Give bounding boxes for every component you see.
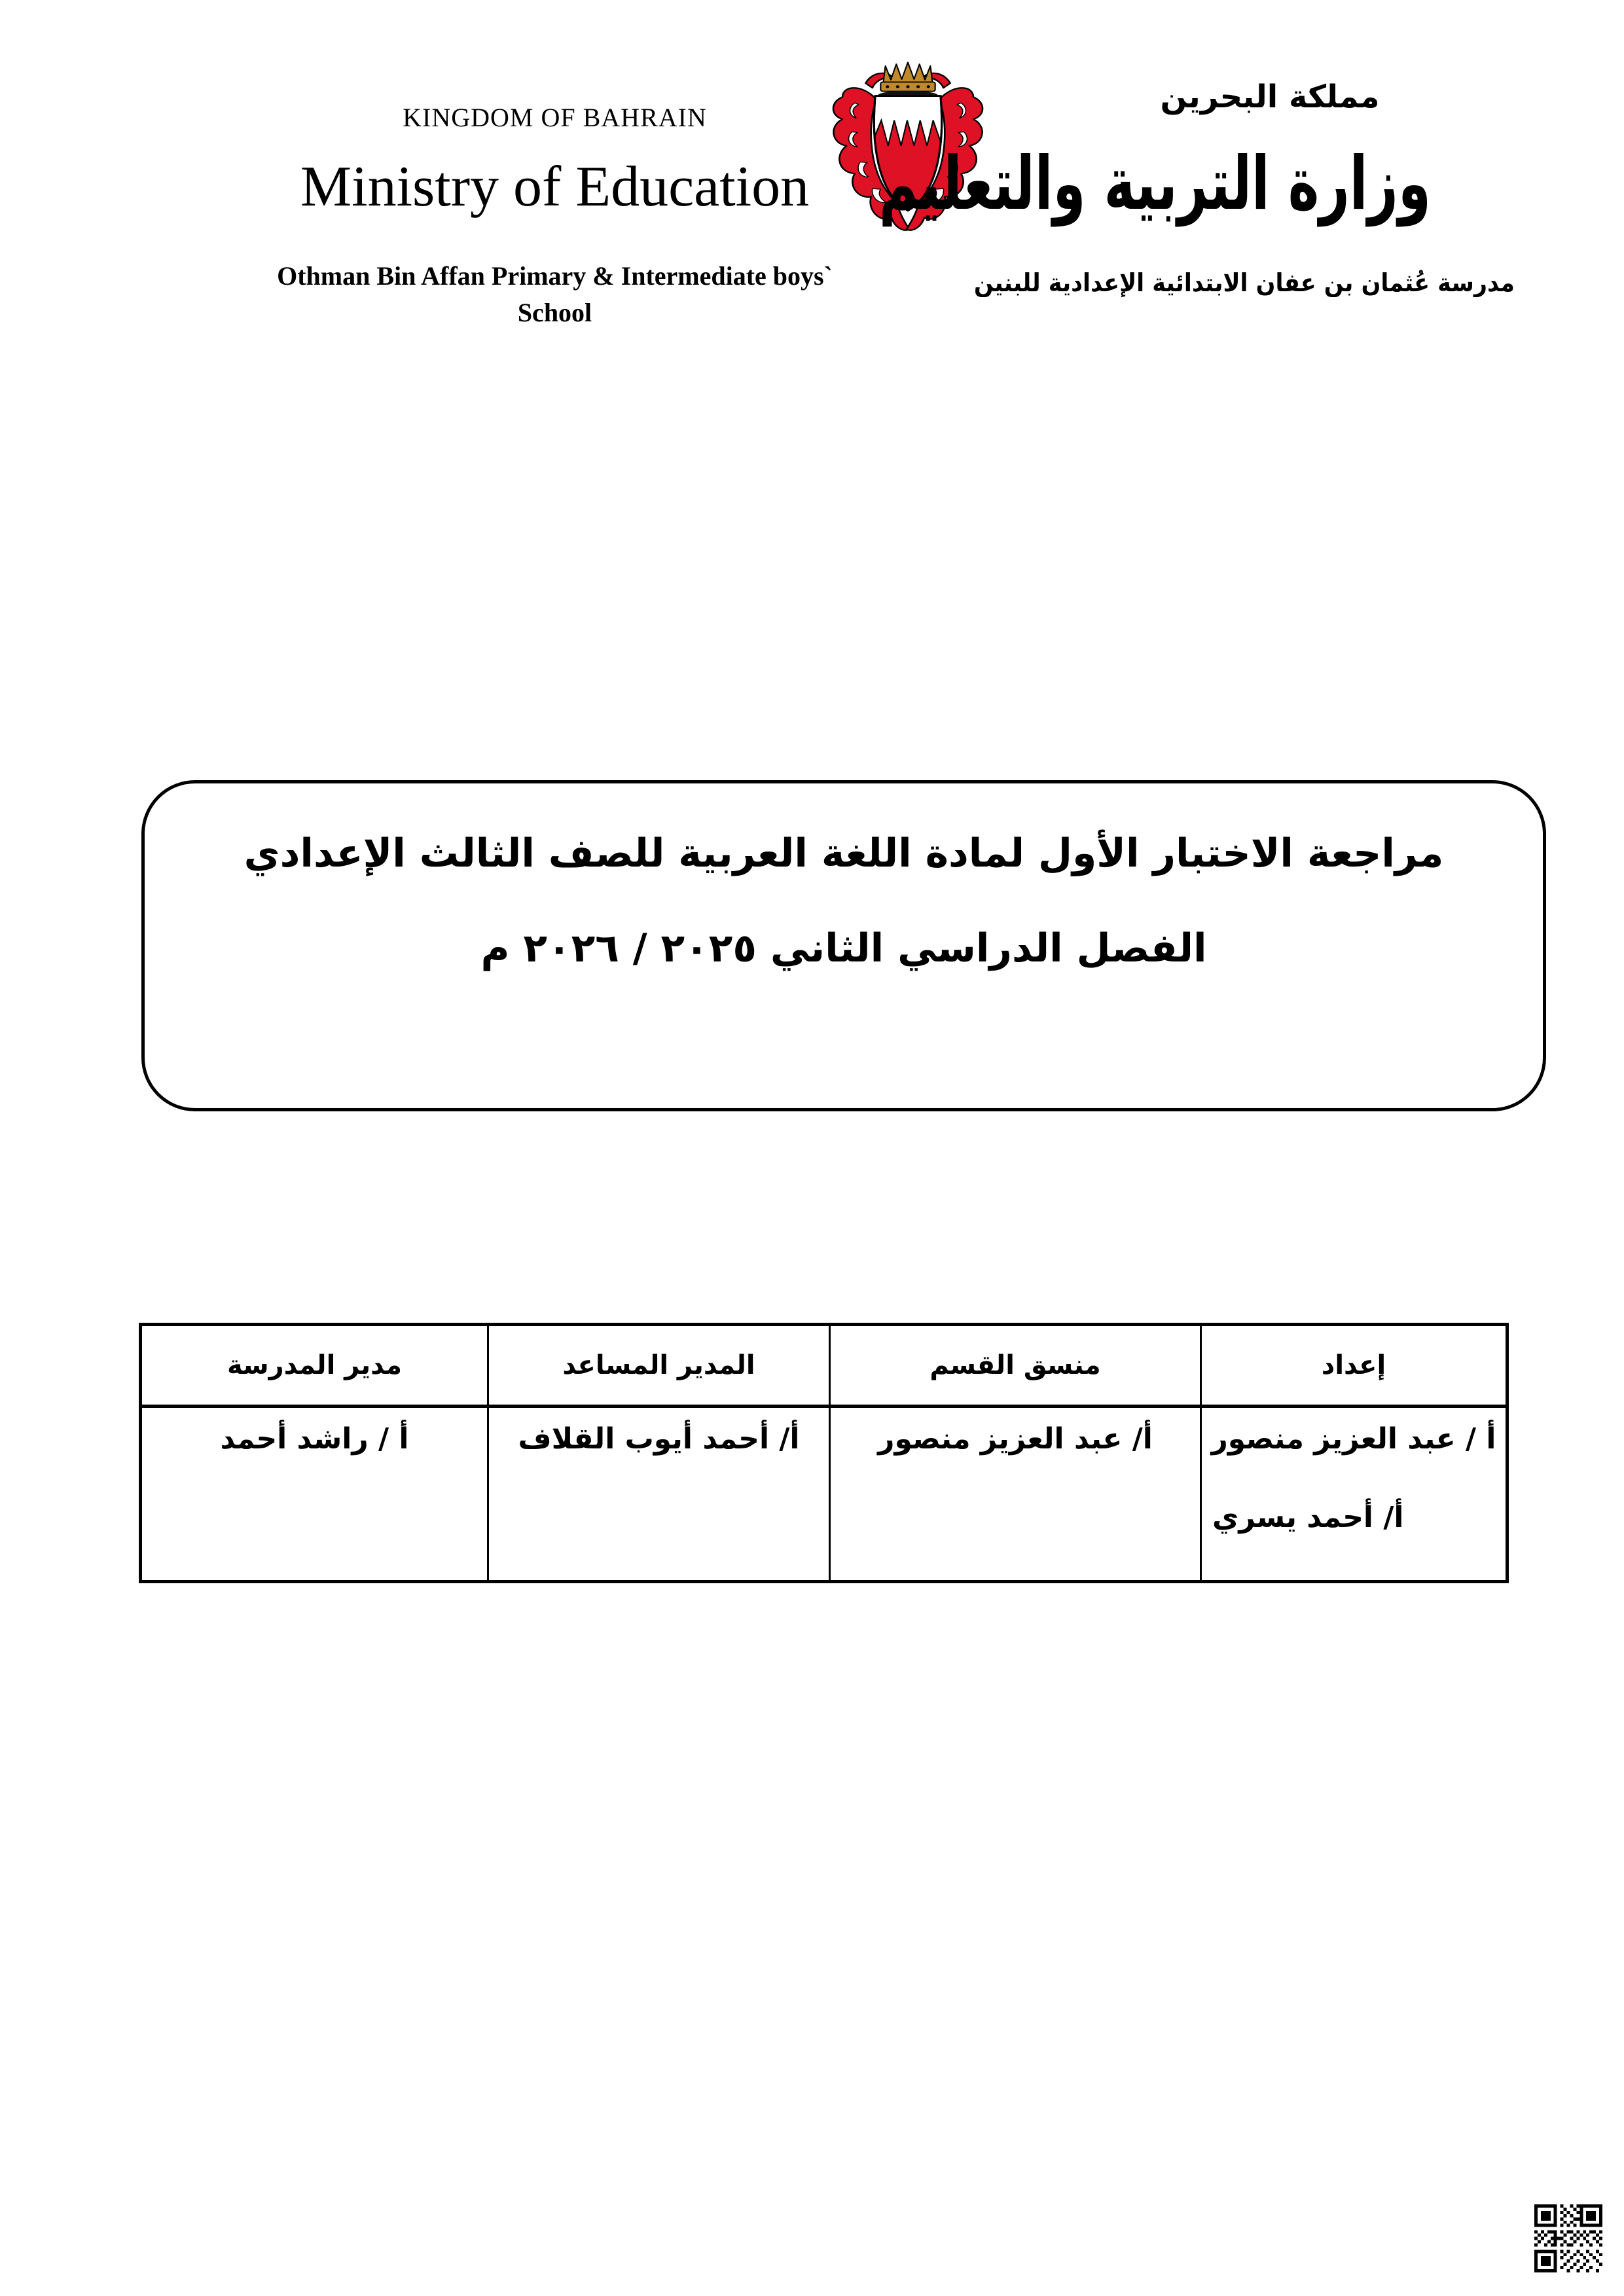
department-coordinator-name: أ/ عبد العزيز منصور [878,1422,1153,1456]
exam-title-line2: الفصل الدراسي الثاني ٢٠٢٥ / ٢٠٢٦ م [480,925,1207,971]
staff-table-names-row [141,1407,1507,1582]
ministry-of-education-label: Ministry of Education [300,155,810,219]
staff-table-header-row [141,1325,1507,1407]
preparer-name-1: أ / عبد العزيز منصور [1211,1422,1496,1456]
preparer-name-2: أ/ أحمد يسري [1212,1501,1404,1534]
column-header-preparation: إعداد [1201,1325,1507,1407]
qr-code [1534,2204,1602,2272]
kingdom-of-bahrain-label: KINGDOM OF BAHRAIN [403,103,707,132]
ministry-of-education-arabic [879,128,1538,240]
assistant-principal-name: أ/ أحمد أيوب القلاف [518,1422,800,1456]
cell-school-principal [141,1407,488,1582]
ministry-arabic-calligraphy: وزارة التربية والتعليم [879,141,1432,226]
column-header-department-coordinator: منسق القسم [830,1325,1201,1407]
column-header-assistant-principal: المدير المساعد [488,1325,830,1407]
staff-table [139,1323,1509,1583]
school-principal-name: أ / راشد أحمد [220,1422,409,1456]
cell-assistant-principal [488,1407,830,1582]
school-name-english: Othman Bin Affan Primary & Intermediate boys` School [277,261,833,327]
kingdom-of-bahrain-arabic: مملكة البحرين [1160,79,1380,115]
cell-preparation [1201,1407,1507,1582]
exam-title-line1: مراجعة الاختبار الأول لمادة اللغة العربية للصف الثالث الإعدادي [244,831,1444,876]
cell-department-coordinator [830,1407,1201,1582]
exam-title-box [141,780,1546,1111]
school-arabic-text: مدرسة عُثمان بن عفان الابتدائية الإعدادية للبنين [974,268,1515,297]
school-name-arabic [974,262,1538,304]
column-header-school-principal: مدير المدرسة [141,1325,488,1407]
